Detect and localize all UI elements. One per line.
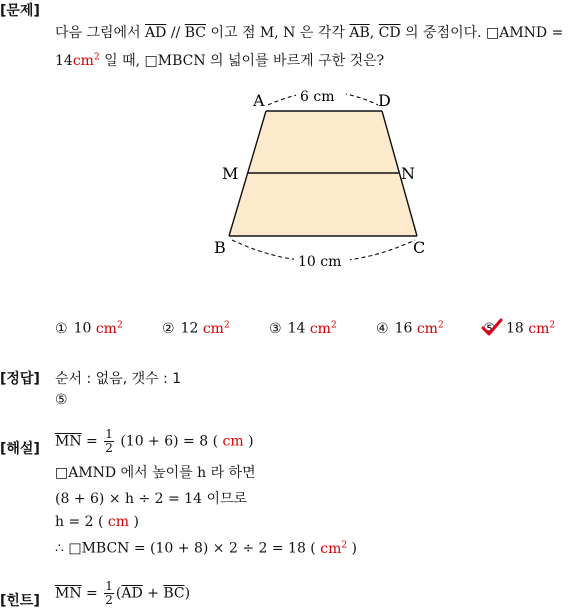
vertex-label-b: B <box>214 238 226 257</box>
solution-line-5: ∴ □MBCN = (10 + 8) × 2 ÷ 2 = 18 ( $cm^2$ ) <box>55 540 358 557</box>
segment-mn: $\overline{MN}$ <box>55 433 82 450</box>
segment-ab: $\overline{AB}$ <box>349 25 370 41</box>
choice-5[interactable]: ⑤ 18 $cm^2$ <box>483 320 556 337</box>
fraction: $\frac{1}{2}$ <box>105 579 113 607</box>
segment-cd: $\overline{CD}$ <box>378 25 401 41</box>
unit: $cm^2$ <box>72 52 100 69</box>
solution-line-2: □AMND 에서 높이를 h 라 하면 <box>55 465 256 481</box>
problem-text: 이고 점 M, N 은 각각 <box>206 25 350 41</box>
vertex-label-d: D <box>378 91 391 110</box>
choice-1[interactable]: ① 10 $cm^2$ <box>55 320 123 337</box>
comma: , <box>369 25 379 41</box>
answer-meta: 순서 : 없음, 갯수 : 1 <box>55 371 182 387</box>
choice-4[interactable]: ④ 16 $cm^2$ <box>376 320 444 337</box>
choice-marker: ⑤ <box>483 320 496 337</box>
solution-label: [해설] <box>0 441 40 457</box>
vertex-label-m: M <box>222 164 239 183</box>
problem-text: 일 때, □MBCN 의 넓이를 바르게 구한 것은? <box>99 53 385 69</box>
vertex-label-c: C <box>413 238 426 257</box>
solution-line-3: (8 + 6) × h ÷ 2 = 14 이므로 <box>55 491 248 507</box>
choice-2[interactable]: ② 12 $cm^2$ <box>162 320 230 337</box>
problem-text: 다음 그림에서 <box>55 25 146 41</box>
solution-line-4: h = 2 ( cm ) <box>55 514 139 530</box>
vertex-label-n: N <box>401 164 415 183</box>
problem-line-1 <box>55 22 563 42</box>
hint-line: $\overline{MN}$ = $\frac{1}{2}$ $(\overline{AD} + \overline{BC})$ <box>55 579 191 607</box>
problem-line-2 <box>55 50 384 70</box>
parallel-symbol: // <box>166 25 185 41</box>
bottom-length-label: 10 cm <box>298 254 342 270</box>
area-value: 14 <box>55 53 73 69</box>
segment-bc: $\overline{BC}$ <box>184 25 206 41</box>
fraction: $\frac{1}{2}$ <box>105 427 113 455</box>
problem-label: [문제] <box>0 3 40 19</box>
hint-label: [힌트] <box>0 593 40 609</box>
problem-text: 의 중점이다. □AMND = <box>400 25 564 41</box>
choice-3[interactable]: ③ 14 $cm^2$ <box>269 320 337 337</box>
answer-label: [정답] <box>0 371 40 387</box>
segment-bc: $\overline{BC}$ <box>163 585 185 602</box>
choice-marker: ④ <box>376 320 389 337</box>
choice-marker: ② <box>162 320 175 337</box>
segment-ad: $\overline{AD}$ <box>145 25 167 41</box>
solution-line-1: $\overline{MN}$ = $\frac{1}{2}$ (10 + 6) = 8 ( cm ) <box>55 427 254 455</box>
segment-mn: $\overline{MN}$ <box>55 585 82 602</box>
choice-marker: ① <box>55 320 68 337</box>
answer-value: ⑤ <box>55 392 68 408</box>
segment-ad: $\overline{AD}$ <box>121 585 143 602</box>
vertex-label-a: A <box>253 91 265 110</box>
choice-marker: ③ <box>269 320 282 337</box>
checkmark-icon <box>481 318 503 338</box>
trapezoid-figure <box>210 85 440 275</box>
top-length-label: 6 cm <box>300 89 335 105</box>
